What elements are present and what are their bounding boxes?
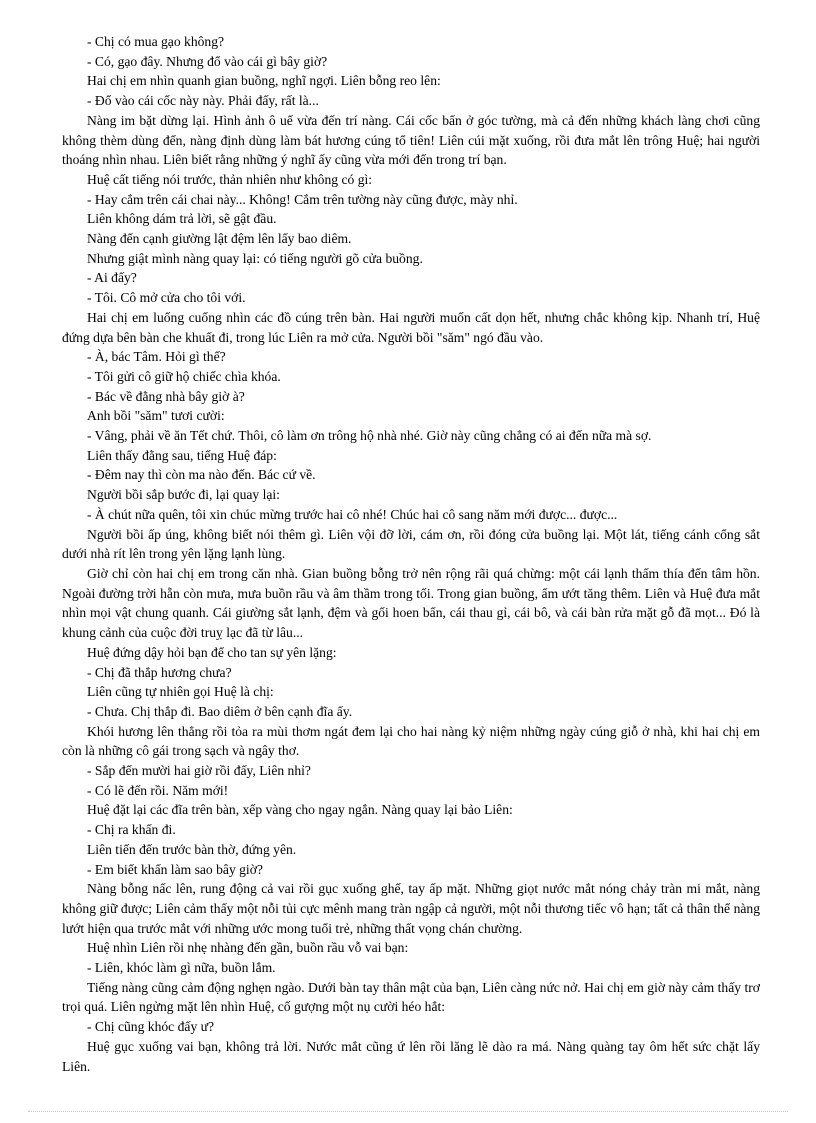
paragraph: - Đêm nay thì còn ma nào đến. Bác cứ về. — [87, 467, 316, 483]
paragraph: - Hay cắm trên cái chai này... Không! Cắm trên tường này cũng được, mày nhỉ. — [87, 191, 518, 207]
paragraph: - Bác về đằng nhà bây giờ à? — [87, 388, 245, 404]
paragraph: Người bồi ấp úng, không biết nói thêm gì. Liên vội đỡ lời, cám ơn, rồi đóng cửa buồng lại. Một lát, tiếng cánh cổng sắt dưới nhà rít lên trong yên lặng lạnh lùng. — [62, 526, 760, 562]
paragraph: Huệ đứng dậy hỏi bạn để cho tan sự yên lặng: — [87, 644, 337, 660]
paragraph: Người bồi sắp bước đi, lại quay lại: — [87, 487, 280, 503]
paragraph: Liên tiến đến trước bàn thờ, đứng yên. — [87, 841, 297, 857]
paragraph: - Chị cũng khóc đấy ư? — [87, 1019, 215, 1035]
paragraph: Tiếng nàng cũng cảm động nghẹn ngào. Dưới bàn tay thân mật của bạn, Liên càng nức nở. Hai chị em giờ này cảm thấy trơ trọi quá. Liên ngửng mặt lên nhìn Huệ, cố gượng một nụ cười héo hắt: — [62, 979, 760, 1015]
document-body — [62, 32, 760, 1076]
paragraph: - Liên, khóc làm gì nữa, buồn lắm. — [87, 960, 276, 976]
paragraph: Nhưng giật mình nàng quay lại: có tiếng người gõ cửa buồng. — [87, 250, 423, 266]
paragraph: - À chút nữa quên, tôi xin chúc mừng trước hai cô nhé! Chúc hai cô sang năm mới được... được... — [87, 506, 618, 522]
paragraph: - Có, gạo đây. Nhưng đổ vào cái gì bây giờ? — [87, 53, 328, 69]
paragraph: Nàng đến cạnh giường lật đệm lên lấy bao diêm. — [87, 231, 352, 247]
paragraph: - Có lẽ đến rồi. Năm mới! — [87, 782, 229, 798]
paragraph: Giờ chỉ còn hai chị em trong căn nhà. Gian buồng bỗng trở nên rộng rãi quá chừng: một cái lạnh thấm thía đến tâm hồn. Ngoài đường trời hẵn còn mưa, mưa buồn rầu và âm thầm trong tối. Trong gian buồng, ẩm ướt tăng thêm. Liên và Huệ đưa mắt nhìn mọi vật chung quanh. Cái giường sắt lạnh, đệm và gối hoen bẩn, cái thau gỉ, cái bô, và cái bàn rửa mặt gỗ đã mọt... Đó là khung cảnh của cuộc đời truỵ lạc đã từ lâu... — [62, 565, 760, 641]
paragraph: - Sắp đến mười hai giờ rồi đấy, Liên nhỉ? — [87, 763, 311, 779]
paragraph: Huệ cất tiếng nói trước, thản nhiên như không có gì: — [87, 171, 373, 187]
paragraph: Huệ đặt lại các đĩa trên bàn, xếp vàng cho ngay ngắn. Nàng quay lại bảo Liên: — [87, 802, 513, 818]
paragraph: - Tôi gửi cô giữ hộ chiếc chìa khóa. — [87, 368, 281, 384]
paragraph: - Chưa. Chị thắp đi. Bao diêm ở bên cạnh đĩa ấy. — [87, 703, 353, 719]
footer-divider — [28, 1111, 788, 1112]
paragraph: - Chị có mua gạo không? — [87, 34, 225, 49]
paragraph: - Em biết khấn làm sao bây giờ? — [87, 861, 263, 877]
paragraph: Huệ gục xuống vai bạn, không trả lời. Nước mắt cũng ứ lên rồi lăng lẽ dào ra má. Nàng quàng tay ôm hết sức chặt lấy Liên. — [62, 1038, 760, 1074]
paragraph: - Chị ra khấn đi. — [87, 822, 176, 838]
paragraph: Huệ nhìn Liên rồi nhẹ nhàng đến gần, buồn rầu vỗ vai bạn: — [87, 940, 409, 956]
paragraph: Liên thấy đằng sau, tiếng Huệ đáp: — [87, 447, 277, 463]
paragraph: Nàng bỗng nấc lên, rung động cả vai rồi gục xuống ghế, tay ấp mặt. Những giọt nước mắt nóng chảy tràn mi mắt, nàng không giữ được; Liên cảm thấy một nỗi tủi cực mênh mang tràn ngập cả người, một nỗi thương tiếc vô hạn; tất cả thân thể nàng lướt hiện qua trước mắt với những ước mong tuổi trẻ, những thất vọng chán chường. — [62, 881, 760, 936]
paragraph: Liên cũng tự nhiên gọi Huệ là chị: — [87, 684, 274, 700]
paragraph: - Vâng, phải về ăn Tết chứ. Thôi, cô làm ơn trông hộ nhà nhé. Giờ này cũng chẳng có ai đến nữa mà sợ. — [87, 428, 652, 444]
paragraph: - À, bác Tâm. Hỏi gì thế? — [87, 349, 226, 365]
paragraph: Hai chị em luống cuống nhìn các đồ cúng trên bàn. Hai người muốn cất dọn hết, nhưng chắc không kịp. Nhanh trí, Huệ đứng dựa bên bàn che khuất đi, trong lúc Liên ra mở cửa. Người bồi "săm" ngó đầu vào. — [62, 309, 760, 345]
paragraph: Nàng im bặt dừng lại. Hình ảnh ô uế vừa đến trí nàng. Cái cốc bẩn ở góc tường, mà cả đến những khách làng chơi cũng không thèm dùng đến, nàng định dùng làm bát hương cúng tổ tiên! Liên cúi mặt xuống, rồi đưa mắt lên trông Huệ; hai người thoáng nhìn nhau. Liên biết rằng những ý nghĩ ấy cũng vừa mới đến trong trí bạn. — [62, 112, 760, 168]
paragraph: - Tôi. Cô mở cửa cho tôi với. — [87, 290, 246, 306]
paragraph: - Đổ vào cái cốc này này. Phải đấy, rất là... — [87, 93, 319, 109]
paragraph: - Ai đấy? — [87, 270, 137, 286]
paragraph: - Chị đã thắp hương chưa? — [87, 664, 232, 680]
paragraph: Hai chị em nhìn quanh gian buồng, nghĩ ngợi. Liên bỗng reo lên: — [87, 73, 441, 89]
paragraph: Khói hương lên thẳng rồi tỏa ra mùi thơm ngát đem lại cho hai nàng kỷ niệm những ngày cúng giỗ ở nhà, khi hai chị em còn là những cô gái trong sạch và ngây thơ. — [62, 723, 760, 759]
paragraph: Liên không dám trả lời, sẽ gật đầu. — [87, 211, 277, 227]
paragraph: Anh bồi "săm" tươi cười: — [87, 408, 225, 424]
